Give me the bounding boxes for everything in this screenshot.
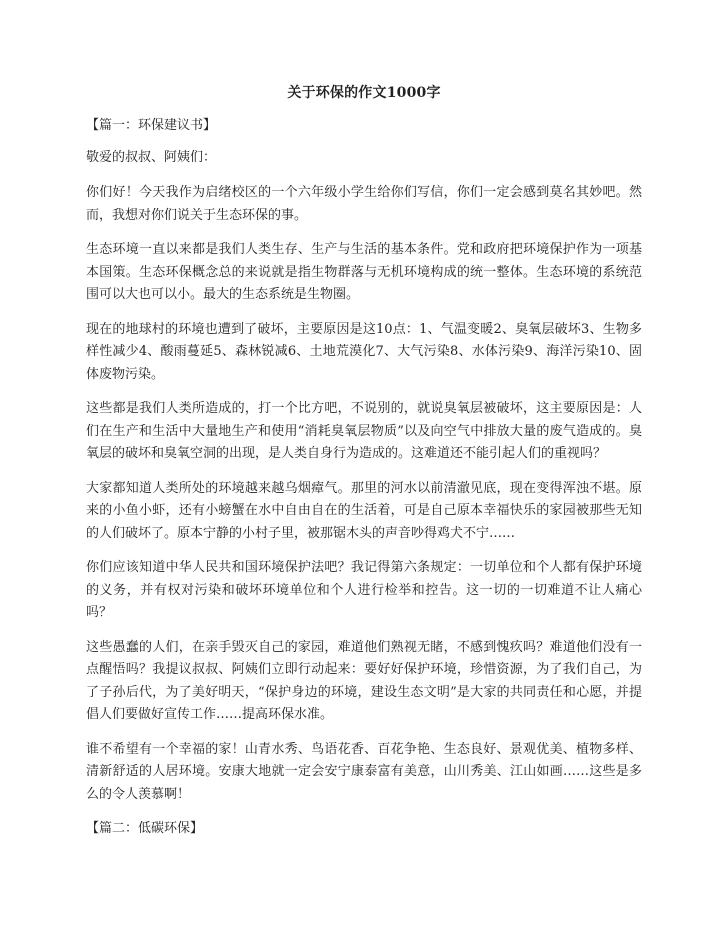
paragraph: 你们应该知道中华人民共和国环境保护法吧？我记得第六条规定：一切单位和个人都有保护环境的义务，并有权对污染和破坏环境单位和个人进行检举和控告。这一切的一切难道不让人痛心吗？	[86, 560, 642, 620]
section-heading: 【篇一：环保建议书】	[86, 118, 217, 133]
paragraph: 这些都是我们人类所造成的，打一个比方吧，不说别的，就说臭氧层被破坏，这主要原因是：人们在生产和生活中大量地生产和使用“消耗臭氧层物质”以及向空气中排放大量的废气造成的。臭氧层的破坏和臭氧空洞的出现，是人类自身行为造成的。这难道还不能引起人们的重视吗？	[86, 401, 642, 461]
paragraph: 大家都知道人类所处的环境越来越乌烟瘴气。那里的河水以前清澈见底，现在变得浑浊不堪。原来的小鱼小虾，还有小螃蟹在水中自由自在的生活着，可是自己原本幸福快乐的家园被那些无知的人们破坏了。原本宁静的小村子里，被那锯木头的声音吵得鸡犬不宁……	[86, 480, 642, 541]
greeting-line: 敬爱的叔叔、阿姨们：	[86, 150, 217, 165]
paragraph: 你们好！今天我作为启绪校区的一个六年级小学生给你们写信，你们一定会感到莫名其妙吧。然而，我想对你们说关于生态环保的事。	[86, 185, 642, 223]
paragraph: 谁不希望有一个幸福的家！山青水秀、鸟语花香、百花争艳、生态良好、景观优美、植物多样、清新舒适的人居环境。安康大地就一定会安宁康泰富有美意，山川秀美、江山如画……这些是多么的令人羡慕啊！	[86, 741, 642, 802]
paragraph: 这些愚蠢的人们，在亲手毁灭自己的家园，难道他们熟视无睹，不感到愧疚吗？难道他们没有一点醒悟吗？我提议叔叔、阿姨们立即行动起来：要好好保护环境，珍惜资源，为了我们自己，为了子孙后代，为了美好明天，“保护身边的环境，建设生态文明”是大家的共同责任和心愿，并提倡人们要做好宣传工作……提高环保水准。	[86, 639, 642, 722]
document-page	[86, 84, 642, 838]
section-heading: 【篇二：低碳环保】	[86, 821, 204, 836]
paragraph: 生态环境一直以来都是我们人类生存、生产与生活的基本条件。党和政府把环境保护作为一项基本国策。生态环保概念总的来说就是指生物群落与无机环境构成的统一整体。生态环境的系统范围可以大也可以小。最大的生态系统是生物圈。	[86, 242, 642, 302]
document-title: 关于环保的作文1000字	[287, 85, 441, 101]
paragraph: 现在的地球村的环境也遭到了破坏，主要原因是这10点：1、气温变暖2、臭氧层破坏3、生物多样性减少4、酸雨蔓延5、森林锐减6、土地荒漠化7、大气污染8、水体污染9、海洋污染10、固体废物污染。	[86, 321, 642, 382]
